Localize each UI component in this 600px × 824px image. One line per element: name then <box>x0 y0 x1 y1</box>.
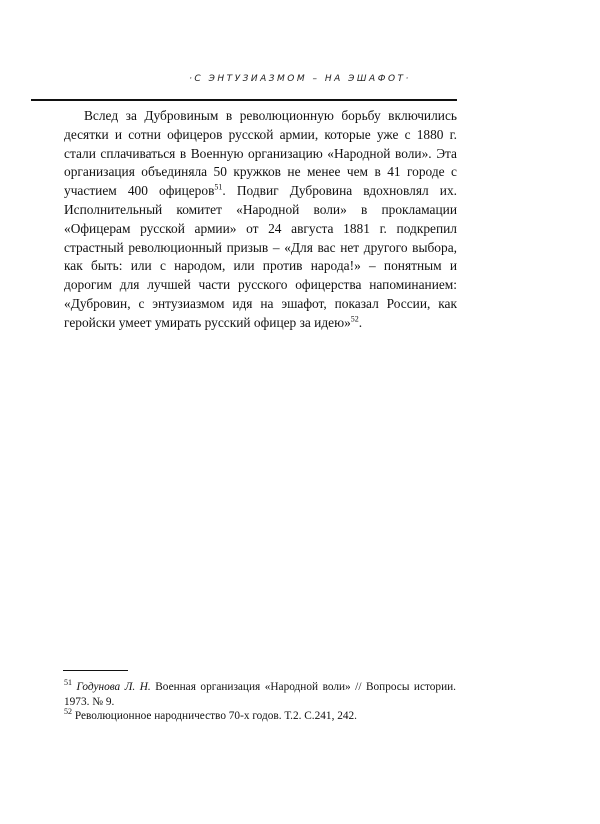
paragraph-text-2: . Подвиг Дубровина вдохновлял их. Исполнительный комитет «Народной воли» в прокламации «Офицерам русской армии» от 24 августа 1881 г. подкрепил страстный революционный призыв – «Для вас нет другого выбора, как быть: или с народом, или против народа!» – понятным и дорогим для лучшей части русского офицерства напоминанием: «Дубровин, с энтузиазмом идя на эшафот, показал России, как геройски умеет умирать русский офицер за идею» <box>64 183 457 330</box>
footnote-text: Военная организация «Народной воли» // Вопросы истории. 1973. № 9. <box>64 681 456 708</box>
paragraph-text-1: Вслед за Дубровиным в революционную борьбу включились десятки и сотни офицеров русской армии, которые уже с 1880 г. стали сплачиваться в Военную организацию «Народной воли». Эта организация объединяла 50 кружков не менее чем в 41 городе с участием 400 офицеров <box>64 108 457 199</box>
footnote-rule <box>63 670 128 671</box>
footnotes <box>64 680 456 724</box>
footnote-ref-51: 51 <box>214 182 223 192</box>
footnote-text: Революционное народничество 70-х годов. Т.2. С.241, 242. <box>72 710 357 722</box>
footnote-ref-52: 52 <box>350 314 359 324</box>
footnote-number: 51 <box>64 678 72 688</box>
footnote-51 <box>64 680 456 709</box>
footnote-number: 52 <box>64 707 72 717</box>
paragraph-text-3: . <box>358 314 363 330</box>
running-head: ·С ЭНТУЗИАЗМОМ – НА ЭШАФОТ· <box>189 74 411 84</box>
header-rule <box>31 99 457 101</box>
body-text <box>64 107 457 333</box>
main-paragraph <box>64 107 457 333</box>
footnote-52 <box>64 709 456 724</box>
footnote-author: Годунова Л. Н. <box>76 681 151 693</box>
